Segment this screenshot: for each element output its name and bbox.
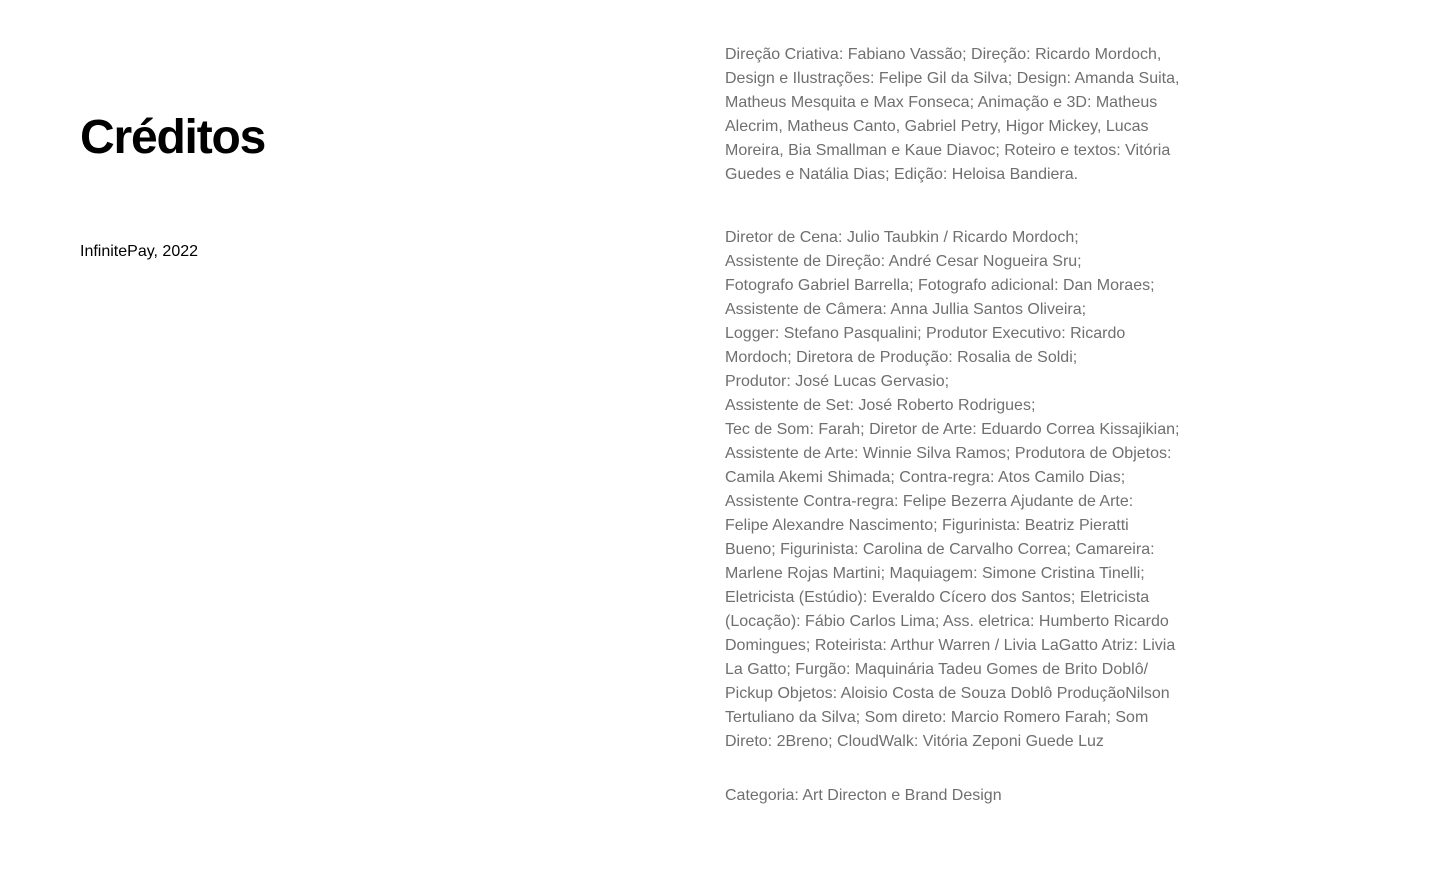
- credits-body: [725, 43, 1215, 808]
- credits-creative-paragraph: Direção Criativa: Fabiano Vassão; Direção: Ricardo Mordoch, Design e Ilustrações: Felipe Gil da Silva; Design: Amanda Suita, Matheus Mesquita e Max Fonseca; Animação e 3D: Matheus Alecrim, Matheus Canto, Gabriel Petry, Higor Mickey, Lucas Moreira, Bia Smallman e Kaue Diavoc; Roteiro e textos: Vitória Guedes e Natália Dias; Edição: Heloisa Bandiera.: [725, 46, 1180, 183]
- page-title: Créditos: [80, 111, 266, 164]
- credits-production-paragraph: Diretor de Cena: Julio Taubkin / Ricardo Mordoch; Assistente de Direção: André Cesar Nogueira Sru; Fotografo Gabriel Barrella; Fotografo adicional: Dan Moraes; Assistente de Câmera: Anna Jullia Santos Oliveira; Logger: Stefano Pasqualini; Produtor Executivo: Ricardo Mordoch; Diretora de Produção: Rosalia de Soldi; Produtor: José Lucas Gervasio; Assistente de Set: José Roberto Rodrigues; Tec de Som: Farah; Diretor de Arte: Eduardo Correa Kissajikian; Assistente de Arte: Winnie Silva Ramos; Produtora de Objetos: Camila Akemi Shimada; Contra-regra: Atos Camilo Dias; Assistente Contra-regra: Felipe Bezerra Ajudante de Arte: Felipe Alexandre Nascimento; Figurinista: Beatriz Pieratti Bueno; Figurinista: Carolina de Carvalho Correa; Camareira: Marlene Rojas Martini; Maquiagem: Simone Cristina Tinelli; Eletricista (Estúdio): Everaldo Cícero dos Santos; Eletricista (Locação): Fábio Carlos Lima; Ass. eletrica: Humberto Ricardo Domingues; Roteirista: Arthur Warren / Livia LaGatto Atriz: Livia La Gatto; Furgão: Maquinária Tadeu Gomes de Brito Doblô/ Pickup Objetos: Aloisio Costa de Souza Doblô ProduçãoNilson Tertuliano da Silva; Som direto: Marcio Romero Farah; Som Direto: 2Breno; CloudWalk: Vitória Zeponi Guede Luz: [725, 229, 1180, 750]
- project-client-year: InfinitePay, 2022: [80, 243, 199, 260]
- credits-category: Categoria: Art Directon e Brand Design: [725, 787, 1002, 804]
